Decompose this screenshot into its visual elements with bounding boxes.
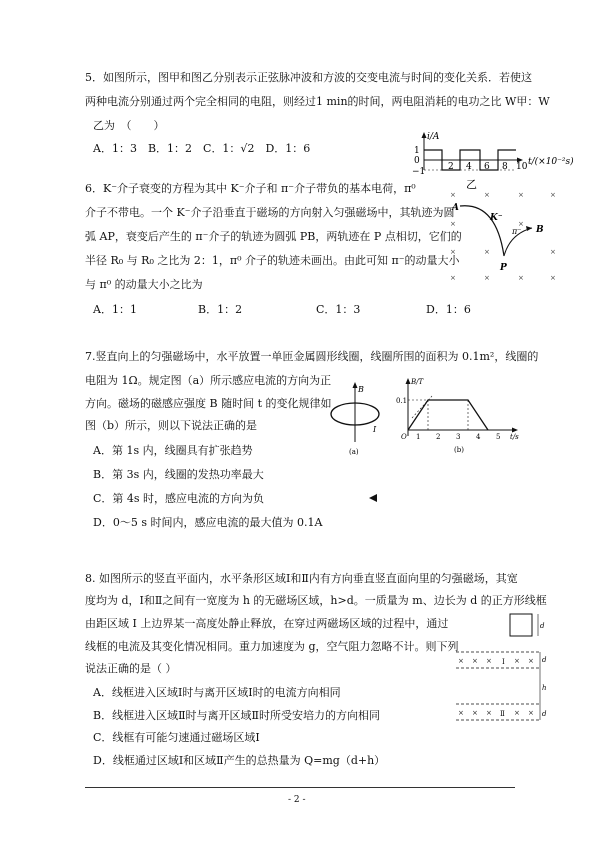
svg-text:×: ×	[450, 274, 456, 282]
q6-label-p: P	[500, 263, 507, 273]
q6-label-a: A	[452, 203, 459, 213]
q7b-origin: O	[401, 433, 407, 441]
q5-x-tick-6: 6	[484, 162, 490, 172]
q6-line-5: 与 π⁰ 的动量大小之比为	[85, 278, 203, 291]
q5-x-tick-10: 10	[516, 162, 528, 172]
q8-option-c: C．线框有可能匀速通过磁场区域Ⅰ	[93, 731, 260, 744]
svg-text:×: ×	[514, 657, 520, 665]
svg-text:×: ×	[458, 709, 464, 717]
q8-option-a: A．线框进入区域Ⅰ时与离开区域Ⅰ时的电流方向相同	[93, 686, 341, 699]
q7b-x-axis-label: t/s	[510, 433, 519, 441]
q5-y-tick-1: 1	[414, 146, 420, 156]
q7-line-1: 7.竖直向上的匀强磁场中，水平放置一单匝金属圆形线圈，线圈所围的面积为 0.1m²，线圈的	[85, 350, 539, 363]
pointer-mark	[369, 494, 377, 502]
svg-text:×: ×	[484, 274, 490, 282]
q8-line-5: 说法正确的是（ ）	[85, 662, 177, 675]
q5-x-tick-2: 2	[448, 162, 454, 172]
q8-option-b: B．线框进入区域Ⅱ时与离开区域Ⅱ时所受安培力的方向相同	[93, 709, 381, 722]
q8-region-1-label: Ⅰ	[502, 658, 505, 666]
q6-line-3: 弧 AP，衰变后产生的 π⁻介子的轨迹为圆弧 PB，两轨迹在 P 点相切，它们的	[85, 230, 462, 243]
q7b-x-tick-1: 1	[416, 433, 421, 441]
q8-label-d-region2: d	[542, 710, 547, 718]
q7a-label-i: I	[373, 425, 377, 434]
svg-text:×: ×	[550, 248, 556, 256]
q7-line-3: 方向。磁场的磁感应强度 B 随时间 t 的变化规律如	[85, 397, 332, 410]
q6-label-k: K⁻	[490, 213, 503, 223]
svg-text:×: ×	[484, 248, 490, 256]
q6-option-c: C．1：3	[316, 303, 361, 316]
q7-option-d: D．0～5 s 时间内，感应电流的最大值为 0.1A	[93, 516, 323, 529]
svg-text:×: ×	[486, 709, 492, 717]
q8-region-2-label: Ⅱ	[500, 710, 505, 718]
q7b-caption: (b)	[454, 446, 464, 454]
svg-text:×: ×	[484, 191, 490, 199]
q6-label-b: B	[536, 225, 544, 235]
q7-line-2: 电阻为 1Ω。规定图（a）所示感应电流的方向为正	[85, 374, 332, 387]
q7-option-b: B．第 3s 内，线圈的发热功率最大	[93, 468, 264, 481]
q7-option-a: A．第 1s 内，线圈具有扩张趋势	[93, 444, 253, 457]
svg-text:×: ×	[472, 709, 478, 717]
q5-figure-caption: 乙	[466, 178, 477, 191]
q6-option-b: B．1：2	[198, 303, 243, 316]
q8-label-h: h	[542, 684, 547, 692]
q6-option-d: D．1：6	[426, 303, 471, 316]
svg-text:×: ×	[450, 248, 456, 256]
q6-line-4: 半径 R₀ 与 R₀ 之比为 2：1，π⁰ 介子的轨迹未画出。由此可知 π⁻的动量大小	[85, 254, 460, 267]
svg-text:×: ×	[450, 220, 456, 228]
svg-text:×: ×	[528, 709, 534, 717]
q5-x-tick-4: 4	[466, 162, 472, 172]
q8-line-1: 8. 如图所示的竖直平面内，水平条形区域Ⅰ和Ⅱ内有方向垂直竖直面向里的匀强磁场，其宽	[85, 572, 518, 585]
q7b-x-tick-2: 2	[436, 433, 441, 441]
q5-line-3: 乙为 （ ）	[93, 119, 165, 132]
q5-options: A．1：3 B．1：2 C．1：√2 D．1：6	[93, 142, 311, 155]
q5-x-tick-8: 8	[502, 162, 508, 172]
q5-line-1: 5．如图所示，图甲和图乙分别表示正弦脉冲波和方波的交变电流与时间的变化关系．若使这	[85, 71, 532, 84]
footer-divider	[85, 787, 515, 788]
q8-label-d-region1: d	[542, 656, 547, 664]
q8-line-2: 度均为 d，Ⅰ和Ⅱ之间有一宽度为 h 的无磁场区域，h>d。一质量为 m、边长为 d 的正方形线框	[85, 594, 547, 607]
q6-line-2: 介子不带电。一个 K⁻介子沿垂直于磁场的方向射入匀强磁场中，其轨迹为圆	[85, 206, 455, 219]
q8-field-regions-figure	[452, 612, 552, 734]
svg-text:×: ×	[458, 657, 464, 665]
svg-text:×: ×	[550, 191, 556, 199]
q8-line-3: 由距区域 Ⅰ 上边界某一高度处静止释放，在穿过两磁场区域的过程中，通过	[85, 617, 449, 630]
q7a-label-b: B	[358, 385, 364, 394]
q5-x-axis-label: t/(×10⁻²s)	[528, 157, 574, 167]
q7b-x-tick-5: 5	[496, 433, 501, 441]
q6-magnetic-field-figure	[448, 190, 558, 282]
q7-coil-figure-a	[327, 378, 387, 458]
q8-label-d-top: d	[540, 622, 545, 630]
q7b-y-axis-label: B/T	[411, 378, 424, 386]
q7-bt-graph-figure-b	[396, 374, 526, 456]
q7-line-4: 图（b）所示，则以下说法正确的是	[85, 419, 258, 432]
svg-text:×: ×	[550, 274, 556, 282]
q5-square-wave-figure	[412, 130, 600, 192]
svg-text:×: ×	[518, 191, 524, 199]
q7a-caption: (a)	[349, 448, 359, 456]
q5-y-axis-label: i/A	[427, 132, 440, 142]
q6-line-1: 6．K⁻介子衰变的方程为其中 K⁻介子和 π⁻介子带负的基本电荷，π⁰	[85, 182, 416, 195]
q6-label-pi: π⁻	[512, 227, 522, 236]
svg-text:×: ×	[514, 709, 520, 717]
svg-text:×: ×	[486, 657, 492, 665]
q5-line-2: 两种电流分别通过两个完全相同的电阻，则经过1 min的时间，两电阻消耗的电功之比 W甲：W	[85, 95, 550, 108]
svg-text:×: ×	[472, 657, 478, 665]
svg-text:×: ×	[518, 274, 524, 282]
page-number: - 2 -	[288, 795, 306, 805]
svg-text:×: ×	[518, 220, 524, 228]
svg-text:×: ×	[450, 191, 456, 199]
svg-text:×: ×	[528, 657, 534, 665]
q6-option-a: A．1：1	[93, 303, 137, 316]
q7b-x-tick-4: 4	[476, 433, 481, 441]
q5-y-tick-neg1: −1	[412, 167, 426, 177]
q7b-x-tick-3: 3	[456, 433, 461, 441]
q8-option-d: D．线框通过区域Ⅰ和区域Ⅱ产生的总热量为 Q=mg（d+h）	[93, 754, 386, 767]
q7b-y-tick: 0.1	[396, 397, 408, 405]
q5-y-tick-0: 0	[414, 156, 420, 166]
q7-option-c: C．第 4s 时，感应电流的方向为负	[93, 492, 265, 505]
q8-line-4: 线框的电流及其变化情况相同。重力加速度为 g，空气阻力忽略不计。则下列	[85, 640, 459, 653]
